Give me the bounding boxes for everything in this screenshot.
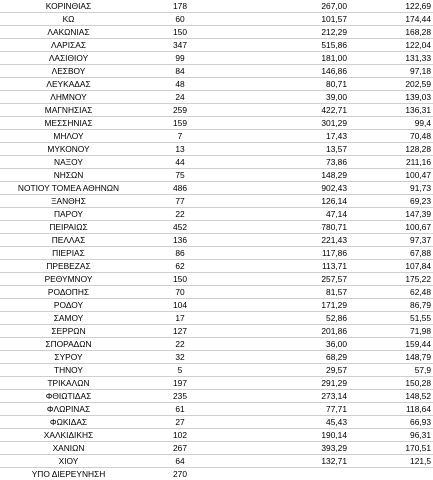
count-cell: 64 bbox=[137, 455, 223, 468]
count-cell: 84 bbox=[137, 65, 223, 78]
value-cell: 29,57 bbox=[223, 364, 349, 377]
region-name-cell: ΣΕΡΡΩΝ bbox=[0, 325, 137, 338]
table-row bbox=[0, 377, 433, 390]
rate-cell: 168,28 bbox=[349, 26, 433, 39]
table-row bbox=[0, 260, 433, 273]
region-name-cell: ΥΠΟ ΔΙΕΡΕΥΝΗΣΗ bbox=[0, 468, 137, 480]
count-cell: 104 bbox=[137, 299, 223, 312]
value-cell: 212,29 bbox=[223, 26, 349, 39]
region-name-cell: ΣΑΜΟΥ bbox=[0, 312, 137, 325]
count-cell: 77 bbox=[137, 195, 223, 208]
rate-cell: 128,28 bbox=[349, 143, 433, 156]
value-cell: 73,86 bbox=[223, 156, 349, 169]
count-cell: 7 bbox=[137, 130, 223, 143]
rate-cell: 150,28 bbox=[349, 377, 433, 390]
value-cell: 77,71 bbox=[223, 403, 349, 416]
count-cell: 150 bbox=[137, 26, 223, 39]
table-row bbox=[0, 468, 433, 480]
value-cell: 221,43 bbox=[223, 234, 349, 247]
rate-cell: 99,4 bbox=[349, 117, 433, 130]
rate-cell: 136,31 bbox=[349, 104, 433, 117]
count-cell: 5 bbox=[137, 364, 223, 377]
count-cell: 62 bbox=[137, 260, 223, 273]
table-row bbox=[0, 234, 433, 247]
value-cell: 148,29 bbox=[223, 169, 349, 182]
rate-cell: 107,84 bbox=[349, 260, 433, 273]
region-name-cell: ΧΑΛΚΙΔΙΚΗΣ bbox=[0, 429, 137, 442]
region-name-cell: ΜΑΓΝΗΣΙΑΣ bbox=[0, 104, 137, 117]
value-cell: 273,14 bbox=[223, 390, 349, 403]
rate-cell: 139,03 bbox=[349, 91, 433, 104]
region-name-cell: ΦΩΚΙΔΑΣ bbox=[0, 416, 137, 429]
table-row bbox=[0, 52, 433, 65]
region-name-cell: ΧΙΟΥ bbox=[0, 455, 137, 468]
region-name-cell: ΦΘΙΩΤΙΔΑΣ bbox=[0, 390, 137, 403]
rate-cell: 202,59 bbox=[349, 78, 433, 91]
count-cell: 235 bbox=[137, 390, 223, 403]
count-cell: 75 bbox=[137, 169, 223, 182]
region-name-cell: ΜΗΛΟΥ bbox=[0, 130, 137, 143]
count-cell: 17 bbox=[137, 312, 223, 325]
rate-cell: 175,22 bbox=[349, 273, 433, 286]
rate-cell: 170,51 bbox=[349, 442, 433, 455]
rate-cell: 147,39 bbox=[349, 208, 433, 221]
region-name-cell: ΝΑΞΟΥ bbox=[0, 156, 137, 169]
rate-cell: 57,9 bbox=[349, 364, 433, 377]
value-cell: 113,71 bbox=[223, 260, 349, 273]
count-cell: 127 bbox=[137, 325, 223, 338]
value-cell: 68,29 bbox=[223, 351, 349, 364]
table-row bbox=[0, 0, 433, 13]
value-cell: 132,71 bbox=[223, 455, 349, 468]
rate-cell: 86,79 bbox=[349, 299, 433, 312]
region-name-cell: ΣΥΡΟΥ bbox=[0, 351, 137, 364]
count-cell: 22 bbox=[137, 338, 223, 351]
region-name-cell: ΛΗΜΝΟΥ bbox=[0, 91, 137, 104]
region-name-cell: ΠΑΡΟΥ bbox=[0, 208, 137, 221]
region-name-cell: ΝΟΤΙΟΥ ΤΟΜΕΑ ΑΘΗΝΩΝ bbox=[0, 182, 137, 195]
value-cell: 146,86 bbox=[223, 65, 349, 78]
rate-cell: 97,18 bbox=[349, 65, 433, 78]
table-row bbox=[0, 286, 433, 299]
value-cell: 181,00 bbox=[223, 52, 349, 65]
region-name-cell: ΚΩ bbox=[0, 13, 137, 26]
value-cell: 201,86 bbox=[223, 325, 349, 338]
rate-cell: 174,44 bbox=[349, 13, 433, 26]
value-cell: 902,43 bbox=[223, 182, 349, 195]
rate-cell: 51,55 bbox=[349, 312, 433, 325]
table-row bbox=[0, 416, 433, 429]
value-cell: 81,57 bbox=[223, 286, 349, 299]
table-row bbox=[0, 247, 433, 260]
table-row bbox=[0, 208, 433, 221]
value-cell: 101,57 bbox=[223, 13, 349, 26]
table-row bbox=[0, 78, 433, 91]
rate-cell: 97,37 bbox=[349, 234, 433, 247]
region-name-cell: ΡΟΔΟΠΗΣ bbox=[0, 286, 137, 299]
table-row bbox=[0, 169, 433, 182]
region-name-cell: ΤΗΝΟΥ bbox=[0, 364, 137, 377]
value-cell: 39,00 bbox=[223, 91, 349, 104]
table-row bbox=[0, 325, 433, 338]
value-cell: 190,14 bbox=[223, 429, 349, 442]
table-row bbox=[0, 338, 433, 351]
region-name-cell: ΚΟΡΙΝΘΙΑΣ bbox=[0, 0, 137, 13]
count-cell: 48 bbox=[137, 78, 223, 91]
rate-cell: 62,48 bbox=[349, 286, 433, 299]
value-cell bbox=[223, 468, 349, 480]
rate-cell: 67,88 bbox=[349, 247, 433, 260]
table-row bbox=[0, 403, 433, 416]
rate-cell: 96,31 bbox=[349, 429, 433, 442]
value-cell: 117,86 bbox=[223, 247, 349, 260]
count-cell: 159 bbox=[137, 117, 223, 130]
region-name-cell: ΡΟΔΟΥ bbox=[0, 299, 137, 312]
table-row bbox=[0, 429, 433, 442]
count-cell: 136 bbox=[137, 234, 223, 247]
table-row bbox=[0, 26, 433, 39]
region-name-cell: ΦΛΩΡΙΝΑΣ bbox=[0, 403, 137, 416]
count-cell: 70 bbox=[137, 286, 223, 299]
rate-cell: 148,52 bbox=[349, 390, 433, 403]
region-name-cell: ΞΑΝΘΗΣ bbox=[0, 195, 137, 208]
count-cell: 486 bbox=[137, 182, 223, 195]
table-row bbox=[0, 442, 433, 455]
count-cell: 24 bbox=[137, 91, 223, 104]
rate-cell: 159,44 bbox=[349, 338, 433, 351]
count-cell: 197 bbox=[137, 377, 223, 390]
table-row bbox=[0, 351, 433, 364]
count-cell: 13 bbox=[137, 143, 223, 156]
rate-cell: 70,48 bbox=[349, 130, 433, 143]
value-cell: 17,43 bbox=[223, 130, 349, 143]
value-cell: 780,71 bbox=[223, 221, 349, 234]
table-row bbox=[0, 273, 433, 286]
value-cell: 393,29 bbox=[223, 442, 349, 455]
table-row bbox=[0, 143, 433, 156]
value-cell: 291,29 bbox=[223, 377, 349, 390]
rate-cell: 211,16 bbox=[349, 156, 433, 169]
value-cell: 301,29 bbox=[223, 117, 349, 130]
region-name-cell: ΠΕΛΛΑΣ bbox=[0, 234, 137, 247]
count-cell: 267 bbox=[137, 442, 223, 455]
region-name-cell: ΠΙΕΡΙΑΣ bbox=[0, 247, 137, 260]
count-cell: 102 bbox=[137, 429, 223, 442]
count-cell: 61 bbox=[137, 403, 223, 416]
count-cell: 270 bbox=[137, 468, 223, 480]
table-row bbox=[0, 104, 433, 117]
region-name-cell: ΧΑΝΙΩΝ bbox=[0, 442, 137, 455]
count-cell: 22 bbox=[137, 208, 223, 221]
table-row bbox=[0, 130, 433, 143]
region-name-cell: ΛΕΥΚΑΔΑΣ bbox=[0, 78, 137, 91]
region-name-cell: ΛΑΡΙΣΑΣ bbox=[0, 39, 137, 52]
count-cell: 44 bbox=[137, 156, 223, 169]
rate-cell: 122,04 bbox=[349, 39, 433, 52]
rate-cell: 69,23 bbox=[349, 195, 433, 208]
rate-cell: 71,98 bbox=[349, 325, 433, 338]
count-cell: 86 bbox=[137, 247, 223, 260]
table-row bbox=[0, 156, 433, 169]
count-cell: 99 bbox=[137, 52, 223, 65]
region-name-cell: ΤΡΙΚΑΛΩΝ bbox=[0, 377, 137, 390]
region-name-cell: ΝΗΣΩΝ bbox=[0, 169, 137, 182]
rate-cell: 131,33 bbox=[349, 52, 433, 65]
value-cell: 126,14 bbox=[223, 195, 349, 208]
count-cell: 32 bbox=[137, 351, 223, 364]
region-name-cell: ΠΕΙΡΑΙΩΣ bbox=[0, 221, 137, 234]
table-row bbox=[0, 299, 433, 312]
count-cell: 60 bbox=[137, 13, 223, 26]
value-cell: 52,86 bbox=[223, 312, 349, 325]
value-cell: 47,14 bbox=[223, 208, 349, 221]
count-cell: 150 bbox=[137, 273, 223, 286]
count-cell: 27 bbox=[137, 416, 223, 429]
table-row bbox=[0, 39, 433, 52]
rate-cell bbox=[349, 468, 433, 480]
region-name-cell: ΛΑΚΩΝΙΑΣ bbox=[0, 26, 137, 39]
region-name-cell: ΜΕΣΣΗΝΙΑΣ bbox=[0, 117, 137, 130]
value-cell: 515,86 bbox=[223, 39, 349, 52]
rate-cell: 122,69 bbox=[349, 0, 433, 13]
rate-cell: 91,73 bbox=[349, 182, 433, 195]
rate-cell: 66,93 bbox=[349, 416, 433, 429]
count-cell: 259 bbox=[137, 104, 223, 117]
rate-cell: 148,79 bbox=[349, 351, 433, 364]
table-row bbox=[0, 117, 433, 130]
table-row bbox=[0, 182, 433, 195]
region-name-cell: ΡΕΘΥΜΝΟΥ bbox=[0, 273, 137, 286]
count-cell: 347 bbox=[137, 39, 223, 52]
table-row bbox=[0, 91, 433, 104]
rate-cell: 100,67 bbox=[349, 221, 433, 234]
value-cell: 80,71 bbox=[223, 78, 349, 91]
value-cell: 36,00 bbox=[223, 338, 349, 351]
region-name-cell: ΛΑΣΙΘΙΟΥ bbox=[0, 52, 137, 65]
rate-cell: 118,64 bbox=[349, 403, 433, 416]
value-cell: 13,57 bbox=[223, 143, 349, 156]
region-name-cell: ΠΡΕΒΕΖΑΣ bbox=[0, 260, 137, 273]
table-row bbox=[0, 13, 433, 26]
table-row bbox=[0, 221, 433, 234]
value-cell: 171,29 bbox=[223, 299, 349, 312]
value-cell: 267,00 bbox=[223, 0, 349, 13]
table-row bbox=[0, 390, 433, 403]
region-name-cell: ΜΥΚΟΝΟΥ bbox=[0, 143, 137, 156]
rate-cell: 121,5 bbox=[349, 455, 433, 468]
table-row bbox=[0, 455, 433, 468]
value-cell: 422,71 bbox=[223, 104, 349, 117]
value-cell: 257,57 bbox=[223, 273, 349, 286]
count-cell: 452 bbox=[137, 221, 223, 234]
table-row bbox=[0, 195, 433, 208]
value-cell: 45,43 bbox=[223, 416, 349, 429]
count-cell: 178 bbox=[137, 0, 223, 13]
table-row bbox=[0, 65, 433, 78]
rate-cell: 100,47 bbox=[349, 169, 433, 182]
region-name-cell: ΣΠΟΡΑΔΩΝ bbox=[0, 338, 137, 351]
table-row bbox=[0, 312, 433, 325]
region-name-cell: ΛΕΣΒΟΥ bbox=[0, 65, 137, 78]
table-row bbox=[0, 364, 433, 377]
